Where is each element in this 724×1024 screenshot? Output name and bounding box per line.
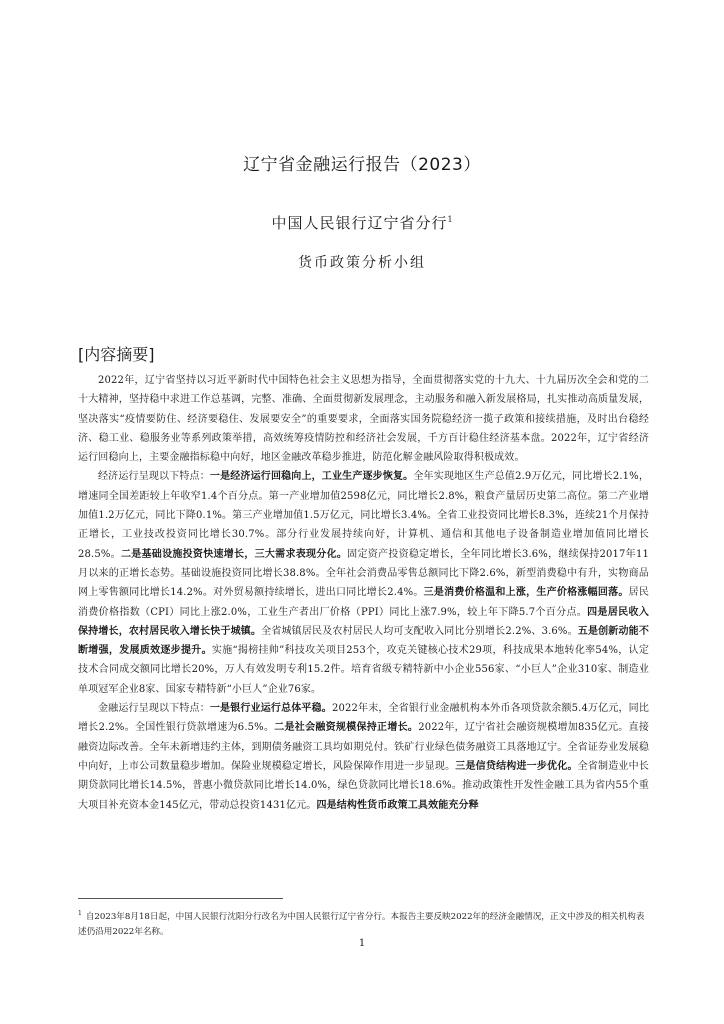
finance-text-2: 2022年，辽宁省社会融资规模增加835亿元。直接融资边际改善。全年未新增违约主体，到期债务融资工具均如期兑付。铁矿行业绿色债务融资工具落地辽宁。全省证券业发展稳中向好，上市公司数量稳步增加。保险业规模稳定增长，风险保障作用进一步显现。 bbox=[78, 722, 649, 772]
economy-text-2: 固定资产投资稳定增长，全年同比增长3.6%，继续保持2017年11月以来的正增长态势。基础设施投资同比增长38.8%。全年社会消费品零售总额同比下降2.6%，新型消费稳中有升，实物商品网上零售额同比增长14.2%。对外贸易额持续增长，进出口同比增长2.4%。 bbox=[78, 548, 649, 599]
report-team: 货币政策分析小组 bbox=[298, 255, 426, 271]
economy-text-5: 实施“揭榜挂帅”科技攻关项目253个，攻克关键核心技术29项，科技成果本地转化率54%，认定技术合同成交额同比增长20%，万人有效发明专利15.2件。培育省级专精特新中小企业556家、“小巨人”企业310家、制造业单项冠军企业8家、国家专精特新“小巨人”企业76家。 bbox=[78, 645, 649, 695]
economy-point-2: 二是基础设施投资快速增长，三大需求表现分化。 bbox=[120, 548, 348, 560]
abstract-paragraph-2 bbox=[78, 467, 649, 699]
finance-point-4: 四是结构性货币政策工具效能充分释 bbox=[316, 799, 479, 811]
economy-point-1: 一是经济运行回稳向上，工业生产逐步恢复。 bbox=[209, 471, 414, 483]
economy-text-1: 全年实现地区生产总值2.9万亿元，同比增长2.1%，增速同全国差距较上年收窄1.4个百分点。第一产业增加值2598亿元，同比增长2.8%，粮食产量居历史第二高位。第二产业增加值1.2万亿元，同比下降0.1%。第三产业增加值1.5万亿元，同比增长3.4%。全省工业投资同比增长8.3%，连续21个月保持正增长，工业技改投资同比增长30.7%。部分行业发展持续向好，计算机、通信和其他电子设备制造业增加值同比增长28.5%。 bbox=[78, 471, 650, 560]
finance-point-1: 一是银行业运行总体平稳。 bbox=[209, 703, 332, 715]
abstract-body bbox=[78, 371, 649, 815]
abstract-paragraph-1: 2022年，辽宁省坚持以习近平新时代中国特色社会主义思想为指导，全面贯彻落实党的十九大、十九届历次全会和党的二十大精神，坚持稳中求进工作总基调，完整、准确、全面贯彻新发展理念，主动服务和融入新发展格局，扎实推动高质量发展，坚决落实“疫情要防住、经济要稳住、发展要安全”的重要要求，全面落实国务院稳经济一揽子政策和接续措施，及时出台稳经济、稳工业、稳服务业等系列政策举措，高效统筹疫情防控和经济社会发展，千方百计稳住经济基本盘。2022年，辽宁省经济运行回稳向上，主要金融指标稳中向好，地区金融改革稳步推进，防范化解金融风险取得积极成效。 bbox=[78, 375, 649, 464]
report-title: 辽宁省金融运行报告（2023） bbox=[243, 155, 481, 175]
economy-point-5: 五是创新动能不断增强，发展质效逐步提升。 bbox=[78, 625, 649, 657]
finance-point-2: 二是社会融资规模保持正增长。 bbox=[274, 722, 419, 734]
page-number: 1 bbox=[358, 938, 366, 949]
org-footnote-ref: 1 bbox=[447, 215, 453, 224]
report-org bbox=[0, 212, 724, 233]
economy-point-3: 三是消费价格温和上涨，生产价格涨幅回落。 bbox=[423, 587, 629, 599]
abstract-paragraph-3 bbox=[78, 699, 649, 815]
finance-intro: 金融运行呈现以下特点： bbox=[98, 703, 210, 715]
footnote-mark: 1 bbox=[78, 910, 82, 917]
finance-point-3: 三是信贷结构进一步优化。 bbox=[455, 760, 578, 772]
economy-point-4: 四是居民收入保持增长，农村居民收入增长快于城镇。 bbox=[78, 606, 649, 637]
finance-text-3: 全省制造业中长期贷款同比增长14.5%，普惠小微贷款同比增长14.0%，绿色贷款同比增长18.6%。推动政策性开发性金融工具为省内55个重大项目补充资本金145亿元，带动总投资1431亿元。 bbox=[78, 760, 649, 811]
economy-text-4: 全省城镇居民及农村居民人均可支配收入同比分别增长2.2%、3.6%。 bbox=[261, 625, 578, 637]
footnote-text: 自2023年8月18日起，中国人民银行沈阳分行改名为中国人民银行辽宁省分行。本报告主要反映2022年的经济金融情况，正文中涉及的相关机构表述仍沿用2022年名称。 bbox=[78, 911, 645, 937]
footnote bbox=[78, 906, 649, 940]
finance-text-1: 2022年末，全省银行业金融机构本外币各项贷款余额5.4万亿元，同比增长2.2%。全国性银行贷款增速为6.5%。 bbox=[78, 703, 649, 734]
org-name: 中国人民银行辽宁省分行 bbox=[271, 214, 448, 232]
footnote-divider bbox=[78, 898, 283, 899]
economy-text-3: 居民消费价格指数（CPI）同比上涨2.0%，工业生产者出厂价格（PPI）同比上涨7.9%，较上年下降5.7个百分点。 bbox=[78, 587, 649, 618]
abstract-heading: [内容摘要] bbox=[78, 345, 155, 364]
economy-intro: 经济运行呈现以下特点： bbox=[98, 471, 210, 483]
